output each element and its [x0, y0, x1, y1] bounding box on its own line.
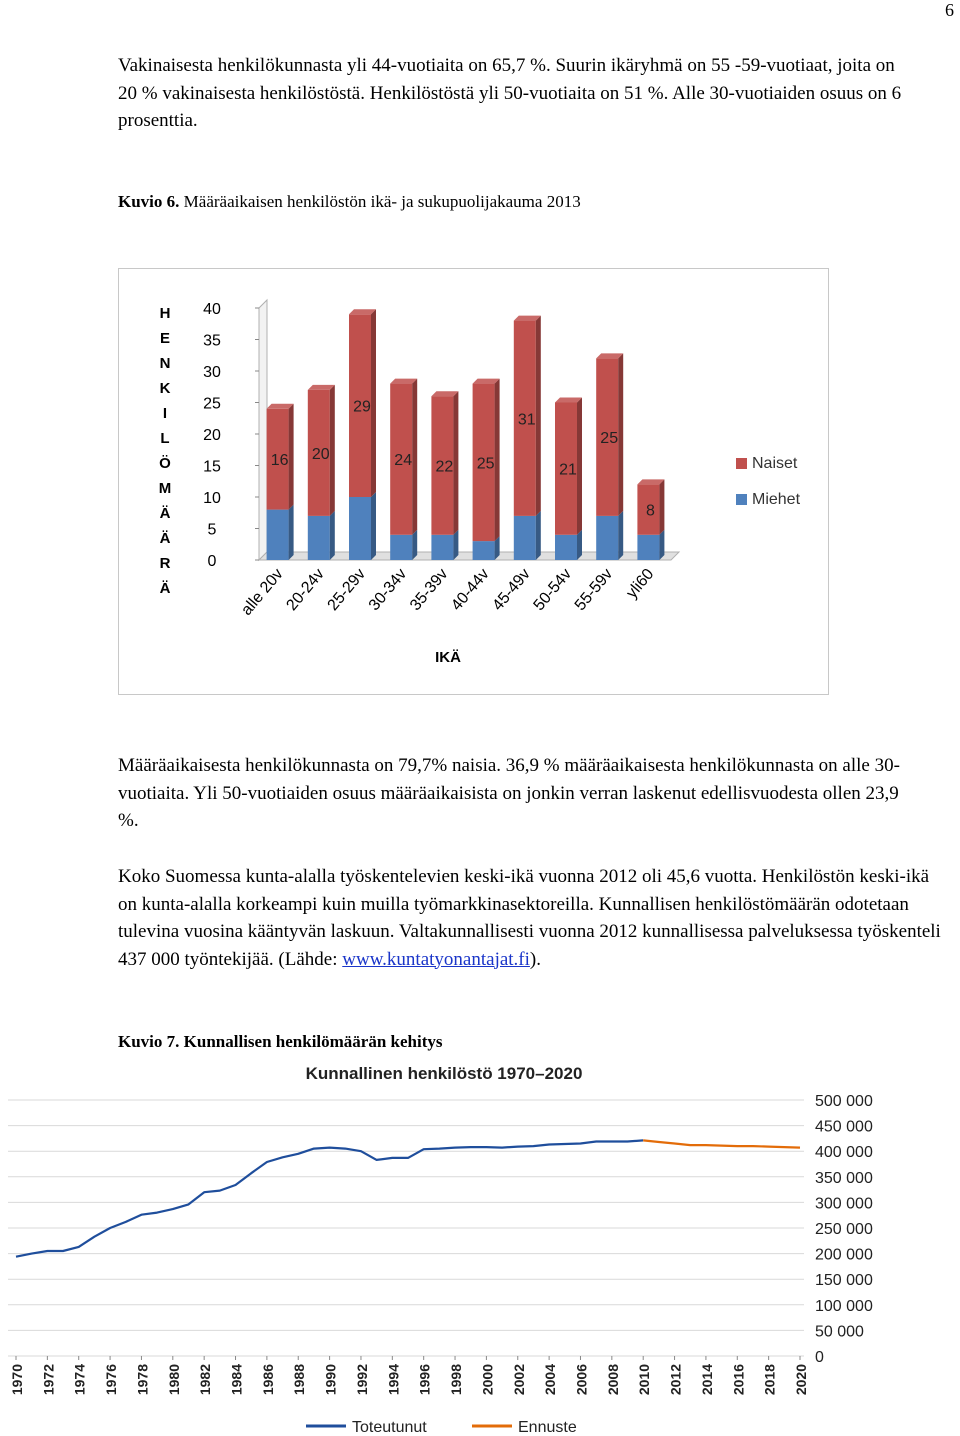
y-tick-label: 150 000 [815, 1272, 873, 1290]
figure-7-caption [118, 1032, 443, 1052]
bar-side [618, 353, 623, 516]
data-label: 25 [600, 430, 619, 448]
data-label: 31 [517, 411, 536, 429]
x-tick-label: 1998 [448, 1364, 465, 1396]
bar-miehet [637, 535, 659, 560]
x-tick-label: 30-34v [365, 565, 411, 615]
bar-miehet [514, 516, 536, 560]
y-label-letter: Ö [159, 455, 171, 472]
bar-side [577, 398, 582, 535]
y-label-letter: I [162, 405, 168, 422]
series-lines [16, 1140, 800, 1256]
paragraph-municipal-staff-text: Koko Suomessa kunta-alalla työskentelevien keski-ikä vuonna 2012 oli 45,6 vuotta. Henkilöstön keski-ikä on kunta-alalla korkeampi kuin muilla työmarkkinasektoreilla. Kunnallisen henkilöstömäärän odotetaan tulevina vuosina kääntyvän laskuun. Valtakunnallisesti vuonna 2012 kunnallisessa palveluksessa työskenteli 437 000 työntekijää. (Lähde: [118, 866, 941, 970]
bar-side [412, 379, 417, 535]
y-tick-label: 10 [203, 490, 221, 507]
x-axis-ticks [9, 1356, 809, 1395]
page-number: 6 [945, 0, 954, 20]
y-label-letter: M [158, 480, 172, 497]
bar-miehet [349, 497, 371, 560]
y-tick-label: 450 000 [815, 1118, 873, 1136]
y-tick-label: 5 [207, 521, 217, 539]
x-tick-label: 25-29v [324, 565, 370, 615]
data-label: 29 [353, 398, 371, 416]
paragraph-fixed-term-staff: Määräaikaisesta henkilökunnasta on 79,7% naisia. 36,9 % määräaikaisesta henkilökunnasta on alle 30-vuotiaita. Yli 50-vuotiaiden osuus määräaikaisista on jonkin verran laskenut edellisvuodesta ollen 23,9 %. [118, 755, 900, 831]
y-label-letter: Ä [159, 530, 171, 547]
data-label: 21 [559, 461, 577, 479]
gridlines [8, 1100, 804, 1356]
y-label-letter: N [159, 355, 171, 372]
legend-label-ennuste: Ennuste [518, 1419, 577, 1436]
x-tick-label: 1984 [228, 1364, 245, 1396]
x-tick-label: 35-39v [406, 565, 452, 615]
x-tick-label: 2004 [542, 1364, 559, 1396]
y-tick-label: 15 [203, 458, 221, 476]
bar-side [659, 479, 664, 534]
bar-side [371, 309, 376, 497]
bar-miehet [431, 535, 453, 560]
bar-miehet [596, 516, 618, 560]
legend-label-naiset: Naiset [752, 455, 798, 472]
y-tick-label: 20 [203, 427, 221, 444]
y-tick-label: 30 [203, 364, 221, 381]
line-chart-title: Kunnallinen henkilöstö 1970–2020 [305, 1064, 583, 1083]
y-tick-label: 35 [203, 332, 221, 350]
y-tick-label: 250 000 [815, 1221, 873, 1238]
y-tick-label: 200 000 [815, 1246, 873, 1264]
bar-side [412, 530, 417, 560]
x-tick-label: 2010 [636, 1364, 653, 1396]
bar-miehet [267, 510, 289, 560]
municipal-staff-line-chart [0, 1058, 960, 1436]
bar-side [536, 511, 541, 560]
x-tick-label: yli60 [623, 565, 658, 602]
y-tick-label: 0 [815, 1349, 824, 1366]
x-tick-label: 1978 [134, 1364, 151, 1396]
x-tick-label: 2018 [761, 1364, 778, 1396]
x-tick-label: 2020 [793, 1364, 809, 1396]
y-axis-ticks [815, 1093, 873, 1366]
figure-6-title: Määräaikaisen henkilöstön ikä- ja sukupuolijakauma 2013 [183, 192, 581, 211]
x-tick-label: 1986 [259, 1364, 276, 1396]
data-label: 24 [394, 452, 413, 470]
x-tick-label: 20-24v [283, 565, 328, 615]
bar-side [289, 505, 294, 560]
x-tick-label: 1970 [9, 1364, 25, 1396]
y-label-letter: Ä [159, 580, 171, 597]
bar-side [330, 511, 335, 560]
bar-side [577, 530, 582, 560]
bar-miehet [473, 541, 495, 560]
x-tick-label: 1994 [385, 1364, 402, 1396]
bar-side [618, 511, 623, 560]
source-link[interactable]: www.kuntatyonantajat.fi [342, 948, 530, 970]
x-tick-label: 45-49v [489, 565, 534, 615]
paragraph-municipal-staff-end: ). [529, 948, 541, 970]
x-tick-label: 2002 [510, 1364, 527, 1396]
x-tick-label: 2014 [698, 1364, 715, 1396]
x-axis-label: IKÄ [435, 649, 461, 666]
legend-label-toteutunut: Toteutunut [352, 1419, 427, 1436]
line-chart-legend [306, 1419, 577, 1436]
bar-side [659, 530, 664, 560]
y-tick-label: 400 000 [815, 1144, 873, 1162]
age-gender-bar-chart [118, 268, 830, 696]
legend-label-miehet: Miehet [752, 491, 801, 508]
bar-miehet [308, 516, 330, 560]
data-label: 20 [311, 445, 330, 463]
x-tick-label: 40-44v [448, 565, 493, 615]
data-label: 8 [645, 502, 655, 520]
figure-6-caption [118, 192, 581, 212]
x-tick-label: 2008 [604, 1364, 621, 1396]
paragraph-municipal-staff [118, 863, 952, 973]
x-tick-label: 2006 [573, 1364, 590, 1396]
data-label: 22 [435, 458, 454, 476]
y-label-letter: R [159, 555, 171, 572]
x-tick-label: 1980 [165, 1364, 182, 1396]
x-tick-label: 1974 [71, 1364, 88, 1396]
x-tick-label: 55-59v [571, 565, 617, 615]
x-tick-label: 1972 [40, 1364, 57, 1396]
x-tick-label: 1982 [197, 1364, 214, 1396]
x-tick-label: 2012 [667, 1364, 684, 1396]
y-tick-label: 300 000 [815, 1195, 873, 1213]
y-tick-label: 0 [207, 553, 217, 570]
x-tick-label: 1976 [103, 1364, 120, 1396]
figure-7-title: Kunnallisen henkilömäärän kehitys [183, 1032, 443, 1051]
y-label-letter: L [160, 430, 170, 447]
bar-side [371, 492, 376, 560]
legend-swatch-miehet [736, 494, 747, 505]
legend-swatch-naiset [736, 458, 747, 469]
y-tick-label: 350 000 [815, 1169, 873, 1187]
y-tick-label: 100 000 [815, 1297, 873, 1315]
paragraph-permanent-staff: Vakinaisesta henkilökunnasta yli 44-vuotiaita on 65,7 %. Suurin ikäryhmä on 55 -59-vuotiaat, joita on 20 % vakinaisesta henkilöstöstä. Henkilöstöstä yli 50-vuotiaita on 51 %. Alle 30-vuotiaiden osuus on 6 prosenttia. [118, 55, 902, 131]
y-axis-wall [259, 300, 267, 560]
bar-side [330, 385, 335, 516]
series-line-ennuste [643, 1140, 800, 1147]
data-label: 25 [476, 455, 495, 473]
x-tick-label: 1988 [291, 1364, 308, 1396]
bar-side [536, 316, 541, 516]
y-tick-label: 500 000 [815, 1093, 873, 1110]
bar-miehet [555, 535, 577, 560]
x-tick-label: 1992 [353, 1364, 370, 1396]
bar-side [453, 391, 458, 535]
x-tick-label: 1990 [322, 1364, 339, 1396]
x-tick-label: alle 20v [238, 565, 287, 619]
y-tick-label: 25 [203, 395, 221, 413]
bar-side [453, 530, 458, 560]
x-tick-label: 1996 [416, 1364, 433, 1396]
series-line-toteutunut [16, 1140, 643, 1256]
bar-side [289, 404, 294, 510]
y-label-letter: Ä [159, 505, 171, 522]
y-label-letter: K [159, 380, 171, 397]
y-label-letter: E [159, 330, 171, 347]
x-tick-label: 2000 [479, 1364, 496, 1396]
bar-miehet [390, 535, 412, 560]
x-tick-label: 50-54v [530, 565, 576, 615]
figure-6-label: Kuvio 6. [118, 192, 180, 211]
x-tick-label: 2016 [730, 1364, 747, 1396]
y-tick-label: 50 000 [815, 1323, 864, 1341]
data-label: 16 [270, 452, 289, 470]
bar-side [495, 379, 500, 541]
figure-7-label: Kuvio 7. [118, 1032, 180, 1051]
y-label-letter: H [159, 305, 171, 322]
y-tick-label: 40 [203, 301, 221, 318]
